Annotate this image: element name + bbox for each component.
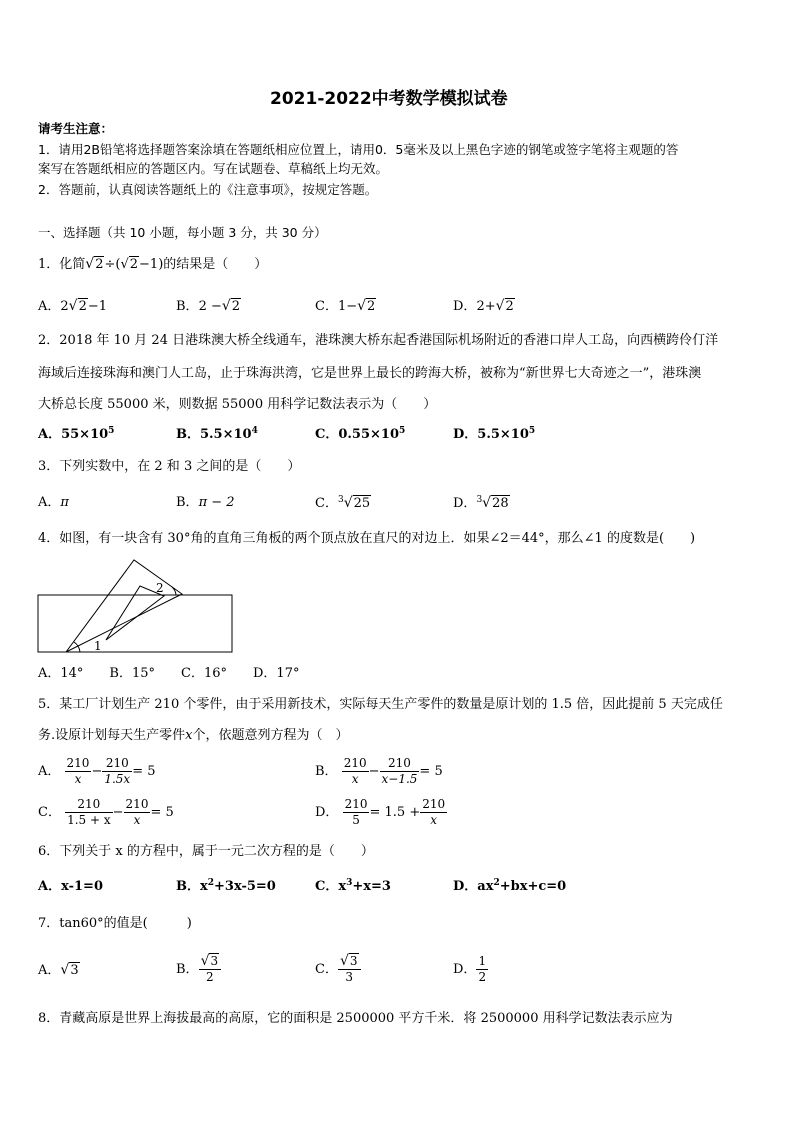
question-7-stem: 7．tan60°的值是( ) [38, 916, 192, 931]
question-8-stem: 8．青藏高原是世界上海拔最高的高原，它的面积是 2500000 平方千米．将 2500000 用科学记数法表示应为 [38, 1011, 673, 1026]
question-1-stem: 1．化简√2÷(√2−1)的结果是（ ） [38, 256, 268, 272]
notice-heading: 请考生注意： [38, 121, 114, 136]
question-2-option-a[interactable]: A．$55\times 10^5$ [38, 426, 115, 442]
question-1-option-c[interactable]: C．1−√2 [315, 298, 376, 314]
question-3-option-b[interactable]: B．π − 2 [176, 495, 235, 510]
question-2-line-2: 海域后连接珠海和澳门人工岛，止于珠海洪湾，它是世界上最长的跨海大桥，被称为“新世界七大奇迹之一”，港珠澳 [38, 366, 702, 381]
page-title: 2021-2022中考数学模拟试卷 [270, 89, 508, 109]
question-3-option-a[interactable]: A．π [38, 495, 69, 510]
question-7-option-a[interactable]: A．√3 [38, 962, 79, 978]
question-1-option-b[interactable]: B．2 −√2 [176, 298, 241, 314]
question-6-option-a[interactable]: A．x-1=0 [38, 879, 103, 894]
question-2-option-d[interactable]: D．$5.5\times 10^5$ [453, 426, 536, 442]
question-5-line-2: 务.设原计划每天生产零件x个，依题意列方程为（ ） [38, 728, 349, 743]
question-4-stem: 4．如图，有一块含有 30°角的直角三角板的两个顶点放在直尺的对边上．如果∠2＝44°，那么∠1 的度数是( ) [38, 531, 696, 546]
question-7-option-b[interactable]: B． $\frac{√3}{2}$ [176, 951, 221, 989]
set-square-outer [66, 560, 182, 652]
question-6-option-b[interactable]: B．$x^2+3x-5=0$ [176, 878, 276, 894]
question-1-option-a[interactable]: A．2√2−1 [38, 298, 108, 314]
angle-1-label: 1 [94, 639, 102, 653]
question-2-line-3: 大桥总长度 55000 米，则数据 55000 用科学记数法表示为（ ） [38, 397, 437, 412]
question-7-option-c[interactable]: C． $\frac{√3}{3}$ [315, 951, 361, 989]
question-5-option-c[interactable]: C． $\frac{210}{1.5 + x}$ − $\frac{210}{x}$ = 5 [38, 797, 174, 827]
question-6-option-c[interactable]: C．$x^3+x=3$ [315, 878, 391, 894]
question-6-stem: 6．下列关于 x 的方程中，属于一元二次方程的是（ ） [38, 844, 374, 859]
section-heading: 一、选择题（共 10 小题，每小题 3 分，共 30 分） [38, 225, 327, 240]
question-1-option-d[interactable]: D．2+√2 [453, 298, 514, 314]
question-3-option-d[interactable]: D．$^3$√28 [453, 495, 509, 511]
question-6-option-d[interactable]: D．$ax^2+bx+c=0$ [453, 878, 567, 894]
ruler [38, 595, 232, 652]
question-2-option-b[interactable]: B．$5.5\times 10^4$ [176, 426, 258, 442]
question-2-option-c[interactable]: C．$0.55\times 10^5$ [315, 426, 406, 442]
question-5-option-b[interactable]: B． $\frac{210}{x}$ − $\frac{210}{x-1.5}$ = 5 [315, 756, 443, 786]
angle-2-label: 2 [156, 581, 164, 595]
notice-line-1: 1．请用2B铅笔将选择题答案涂填在答题纸相应位置上，请用0．5毫米及以上黑色字迹的钢笔或签字笔将主观题的答 [38, 142, 679, 157]
question-5-option-a[interactable]: A． $\frac{210}{x}$ − $\frac{210}{1.5x}$ = 5 [38, 756, 156, 786]
question-2-line-1: 2．2018 年 10 月 24 日港珠澳大桥全线通车，港珠澳大桥东起香港国际机场附近的香港口岸人工岛，向西横跨伶仃洋 [38, 333, 719, 348]
question-4-options[interactable]: A．14° B．15° C．16° D．17° [38, 666, 300, 681]
question-3-option-c[interactable]: C．$^3$√25 [315, 495, 371, 511]
question-5-option-d[interactable]: D． $\frac{210}{5}$ = 1.5 + $\frac{210}{x}$ [315, 797, 446, 827]
notice-line-3: 2．答题前，认真阅读答题纸上的《注意事项》，按规定答题。 [38, 182, 378, 197]
question-5-line-1: 5．某工厂计划生产 210 个零件，由于采用新技术，实际每天生产零件的数量是原计划的 1.5 倍，因此提前 5 天完成任 [38, 697, 723, 712]
question-7-option-d[interactable]: D． $\frac{1}{2}$ [453, 954, 487, 984]
notice-line-2: 案写在答题纸相应的答题区内。写在试题卷、草稿纸上均无效。 [38, 161, 389, 176]
question-3-stem: 3．下列实数中，在 2 和 3 之间的是（ ） [38, 459, 301, 474]
question-4-figure [36, 556, 238, 658]
